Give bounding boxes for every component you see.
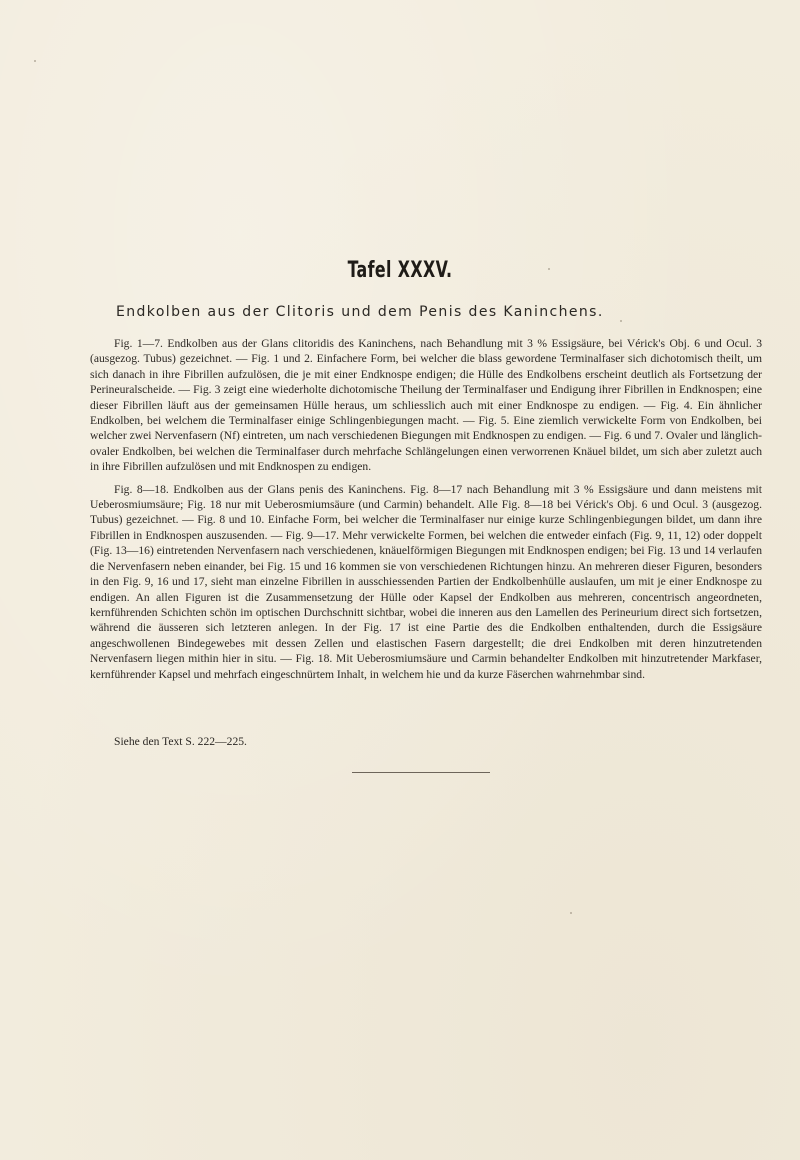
paper-speck <box>34 60 36 62</box>
paragraph-fig-1-7: Fig. 1—7. Endkolben aus der Glans clitoridis des Kaninchens, nach Behandlung mit 3 % Essigsäure, bei Vérick's Obj. 6 und Ocul. 3 (ausgezog. Tubus) gezeichnet. — Fig. 1 und 2. Einfachere Form, bei welcher die blass gewordene Terminalfaser sich dichotomisch theilt, um sich danach in ihre Fibrillen aufzulösen, die je mit einer Endknospe endigen; die Hülle des Endkolbens erscheint deutlich als Fortsetzung der Perineuralscheide. — Fig. 3 zeigt eine wiederholte dichotomische Theilung der Terminalfaser und Endigung ihrer Fibrillen in Endknospen; eine dieser Fibrillen läuft aus der gemeinsamen Hülle heraus, um schliesslich auch mit einer Endknospe zu endigen. — Fig. 4. Ein ähnlicher Endkolben, bei welchem die Terminalfaser einige Schlingenbiegungen macht. — Fig. 5. Eine ziemlich verwickelte Form von Endkolben, bei welcher zwei Nervenfasern (Nf) eintreten, um nach verschiedenen Biegungen mit Endknospen zu endigen. — Fig. 6 und 7. Ovaler und länglich-ovaler Endkolben, bei welchen die Terminalfaser durch mehrfache Schlängelungen einen verworrenen Knäuel bildet, um sich aber zuletzt auch in ihre Fibrillen aufzulösen und mit Endknospen zu endigen. <box>90 337 762 474</box>
plate-title: Tafel XXXV. <box>347 258 453 283</box>
horizontal-rule <box>352 772 490 773</box>
text-reference: Siehe den Text S. 222—225. <box>114 735 247 748</box>
paper-speck <box>570 912 572 914</box>
paper-speck <box>548 268 550 270</box>
paper-speck <box>620 320 622 322</box>
plate-subtitle: Endkolben aus der Clitoris und dem Penis des Kaninchens. <box>116 304 604 320</box>
paragraph-fig-8-18: Fig. 8—18. Endkolben aus der Glans penis des Kaninchens. Fig. 8—17 nach Behandlung mit 3 % Essigsäure und dann meistens mit Ueberosmiumsäure; Fig. 18 nur mit Ueberosmiumsäure (und Carmin) behandelt. Alle Fig. 8—18 bei Vérick's Obj. 6 und Ocul. 3 (ausgezog. Tubus) gezeichnet. — Fig. 8 und 10. Einfache Form, bei welcher die Terminalfaser nur einige kurze Schlingenbiegungen bildet, um dann ihre Fibrillen in Endknospen auszusenden. — Fig. 9—17. Mehr verwickelte Formen, bei welchen die entweder einfach (Fig. 9, 11, 12) oder doppelt (Fig. 13—16) eintretenden Nervenfasern nach verschiedenen, knäuelförmigen Biegungen mit Endknospen endigen; bei Fig. 13 und 14 verlaufen die Nervenfasern neben einander, bei Fig. 15 und 16 kommen sie von verschiedenen Richtungen hinzu. An mehreren dieser Figuren, besonders in den Fig. 9, 16 und 17, sieht man einzelne Fibrillen in ausschiessenden Partien der Endkolbenhülle auslaufen, um mit je einer Endknospe zu endigen. An allen Figuren ist die Zusammensetzung der Hülle oder Kapsel der Endkolben aus mehreren, concentrisch angeordneten, kernführenden Schichten schön im optischen Durchschnitt sichtbar, wobei die inneren aus den Lamellen des Perineurium direct sich fortsetzen, während die äusseren sich letzteren anlegen. In der Fig. 17 ist eine Partie des die Endkolben enthaltenden, durch die Essigsäure angeschwollenen Bindegewebes mit dessen Zellen und elastischen Fasern dargestellt; die drei Endkolben mit deren hinzutretenden Nervenfasern liegen mithin hier in situ. — Fig. 18. Mit Ueberosmiumsäure und Carmin behandelter Endkolben mit hinzutretender Markfaser, kernführender Kapsel und mehrfach eingeschnürtem Inhalt, in welchem hie und da kurze Fäserchen wahrnehmbar sind. <box>90 482 762 681</box>
figure-explanations <box>90 336 762 689</box>
